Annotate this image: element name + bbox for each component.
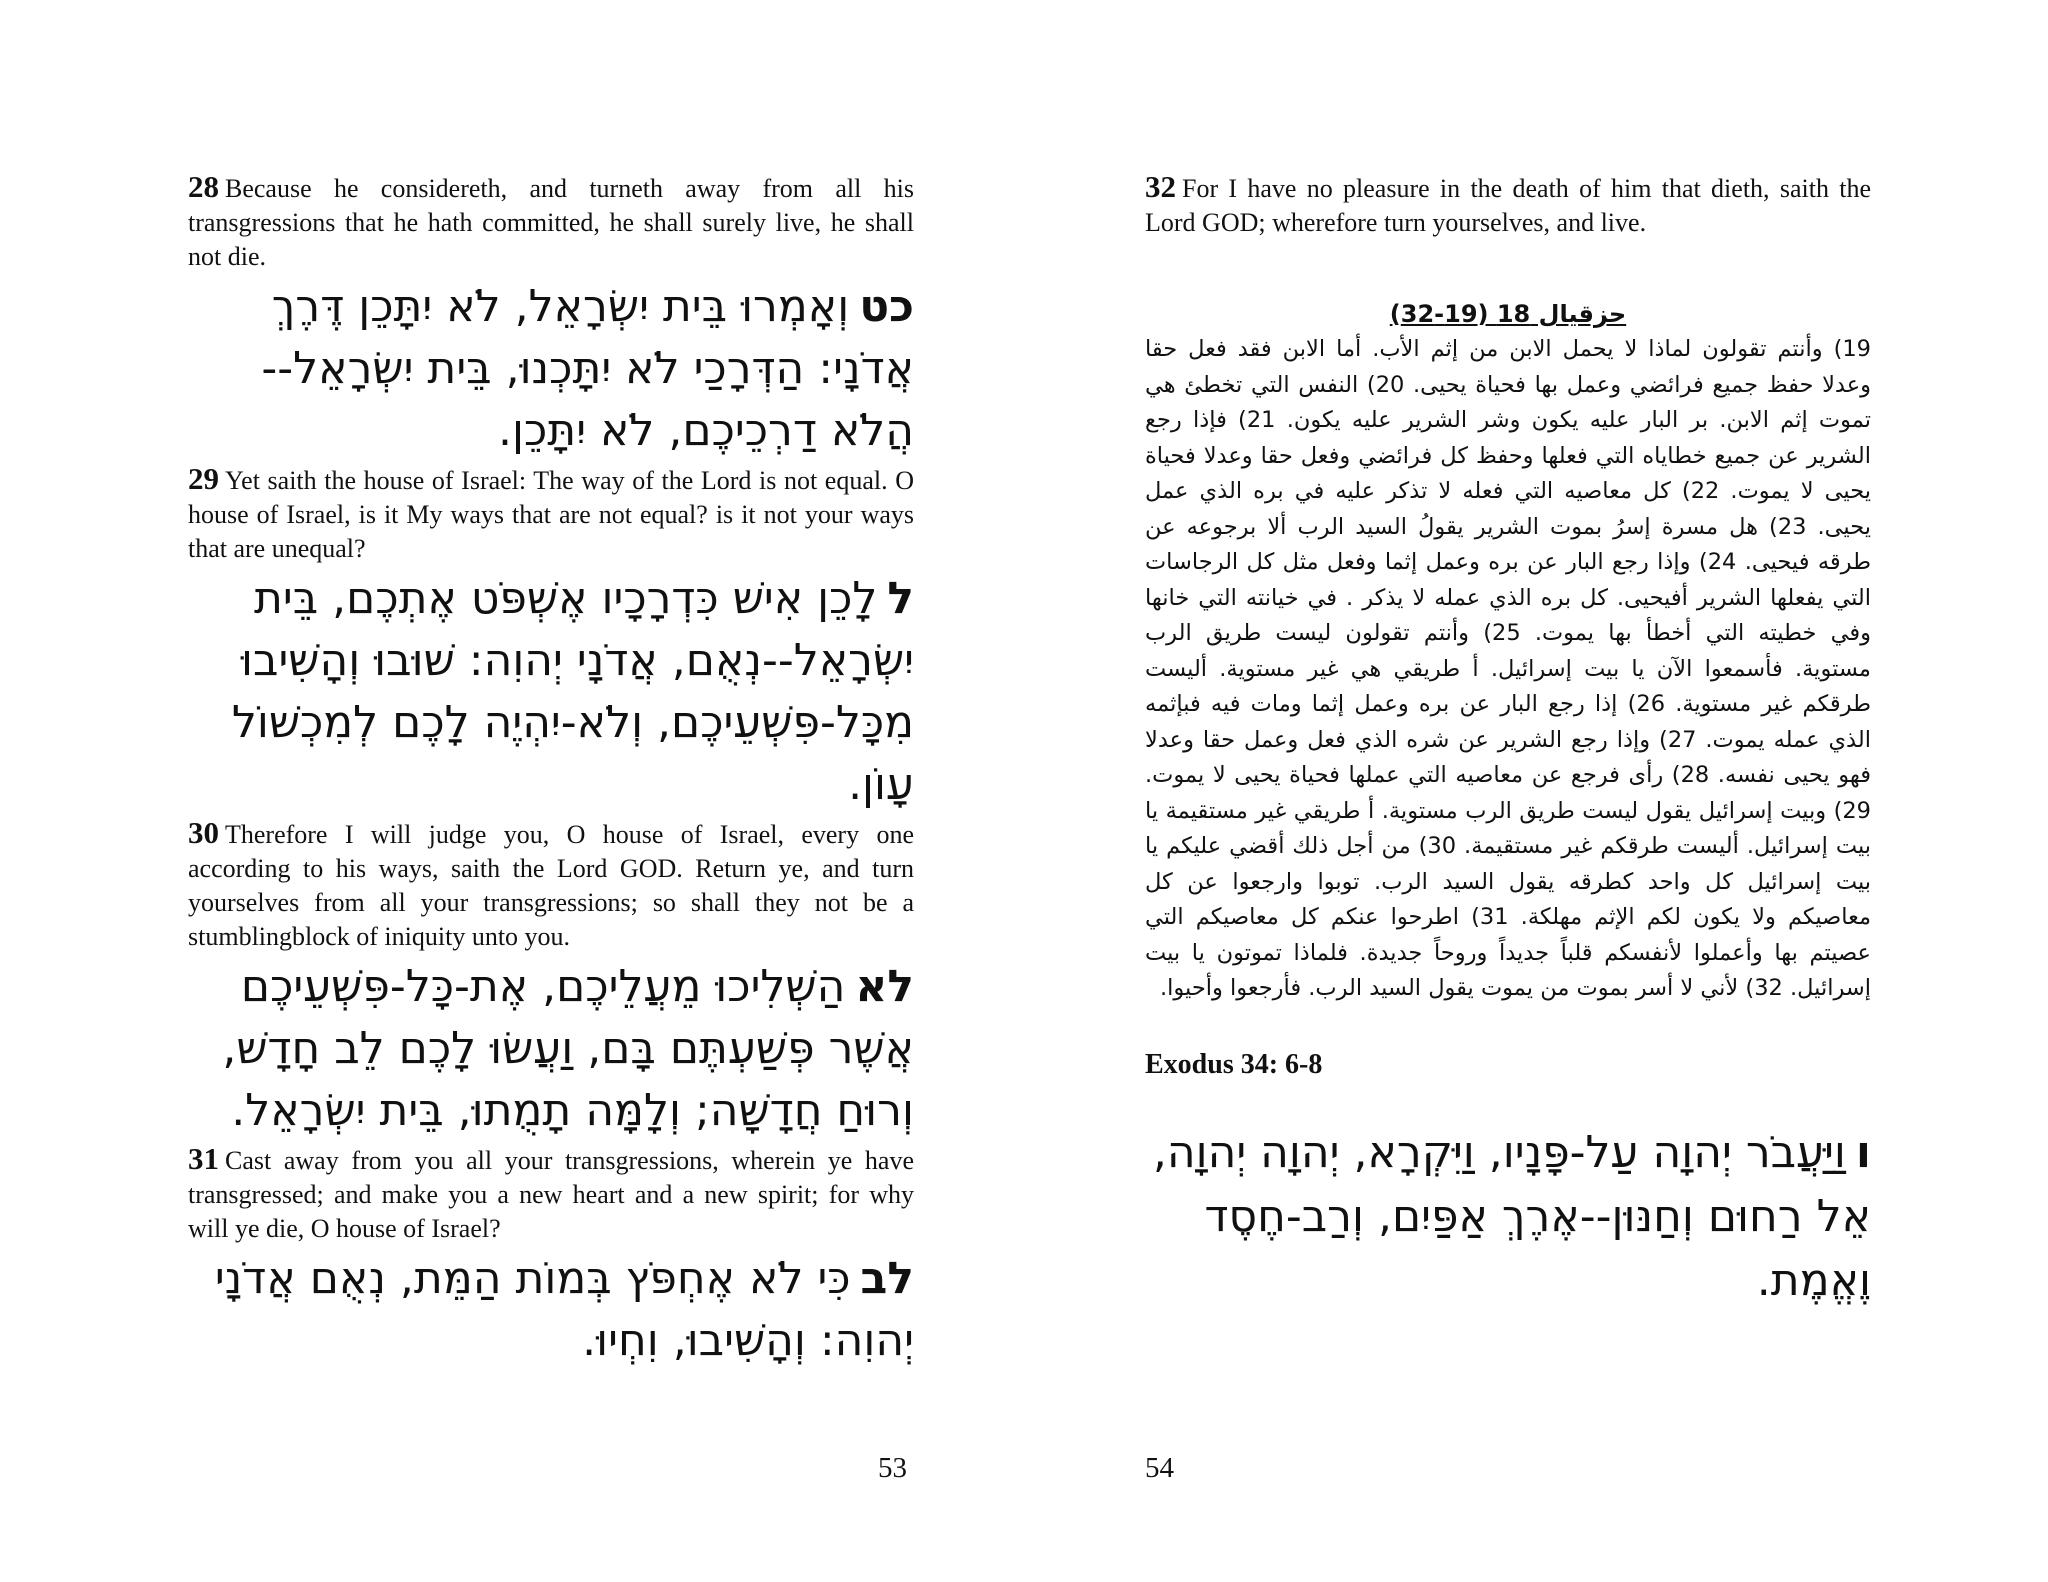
- hebrew-text: כִּי לֹא אֶחְפֹּץ בְּמוֹת הַמֵּת, נְאֻם אֲדֹנָי יְהוִה: וְהָשִׁיבוּ, וִחְיוּ.: [214, 1253, 914, 1366]
- page-number: 53: [878, 1452, 907, 1484]
- right-column: [1145, 170, 1871, 1313]
- verse-31-hebrew: [188, 956, 914, 1142]
- hebrew-verse-number: ו: [1855, 1126, 1871, 1178]
- verse-text: Yet saith the house of Israel: The way of the Lord is not equal. O house of Israel, is it My ways that are not equal? is it not your ways that are unequal?: [188, 466, 914, 563]
- verse-number: 28: [188, 169, 219, 204]
- verse-31-english: [188, 1142, 914, 1246]
- exodus-hebrew: [1145, 1121, 1871, 1313]
- arabic-passage: 19) وأنتم تقولون لماذا لا يحمل الابن من إثم الأب. أما الابن فقد فعل حقا وعدلا حفظ جميع فرائضي وعمل بها فحياة يحيى. 20) النفس التي تخطئ هي تموت إثم الابن. بر البار عليه يكون وشر الشرير عليه يكون. 21) فإذا رجع الشرير عن جميع خطاياه التي فعلها وحفظ كل فرائضي وفعل حقا وعدلا فحياة يحيى لا يموت. 22) كل معاصيه التي فعله لا تذكر عليه في بره الذي عمل يحيى. 23) هل مسرة إسرُ بموت الشرير يقولُ السيد الرب ألا برجوعه عن طرقه فيحيى. 24) وإذا رجع البار عن بره وعمل إثما وفعل مثل كل الرجاسات التي يفعلها الشرير أفيحيى. كل بره الذي عمله لا يذكر . في خيانته التي خانها وفي خطيته التي أخطأ بها يموت. 25) وأنتم تقولون ليست طريق الرب مستوية. فأسمعوا الآن يا بيت إسرائيل. أ طريقي هي غير مستوية. أليست طرقكم غير مستوية. 26) إذا رجع البار عن بره وعمل إثما ومات فيه فبإثمه الذي عمله يموت. 27) وإذا رجع الشرير عن شره الذي فعل وعمل حقا وعدلا فهو يحيى نفسه. 28) رأى فرجع عن معاصيه التي عملها فحياة يحيى لا يموت. 29) وبيت إسرائيل يقول ليست طريق الرب مستوية. أ طريقي غير مستقيمة يا بيت إسرائيل. أليست طرقكم غير مستقيمة. 30) من أجل ذلك أقضي عليكم يا بيت إسرائيل كل واحد كطرقه يقول السيد الرب. توبوا وارجعوا عن كل معاصيكم ولا يكون لكم الإثم مهلكة. 31) اطرحوا عنكم كل معاصيكم التي عصيتم بها وأعملوا لأنفسكم قلباً جديداً وروحاً جديدة. فلماذا تموتون يا بيت إسرائيل. 32) لأني لا أسر بموت من يموت يقول السيد الرب. فأرجعوا وأحيوا.: [1145, 336, 1872, 1001]
- hebrew-verse-number: ל: [887, 573, 914, 624]
- arabic-section-title: حزقيال 18 (19-32): [1389, 300, 1627, 328]
- verse-32-hebrew: [188, 1248, 914, 1372]
- verse-text: For I have no pleasure in the death of him that dieth, saith the Lord GOD; wherefore turn yourselves, and live.: [1145, 174, 1871, 237]
- page-number: 54: [1145, 1452, 1174, 1484]
- verse-29-hebrew: [188, 276, 914, 462]
- hebrew-text: וַיַּעֲבֹר יְהוָה עַל-פָּנָיו, וַיִּקְרָא, יְהוָה יְהוָה, אֵל רַחוּם וְחַנּוּן--אֶרֶךְ אַפַּיִם, וְרַב-חֶסֶד וֶאֱמֶת.: [1152, 1126, 1871, 1306]
- hebrew-verse-number: כט: [859, 281, 914, 332]
- hebrew-verse-number: לא: [855, 961, 914, 1012]
- hebrew-verse-number: לב: [860, 1253, 914, 1304]
- verse-text: Therefore I will judge you, O house of Israel, every one according to his ways, saith the Lord GOD. Return ye, and turn yourselves from all your transgressions; so shall they not be a stumblingblock of iniquity unto you.: [188, 820, 914, 951]
- verse-32-english: [1145, 170, 1871, 240]
- verse-number: 32: [1145, 169, 1176, 204]
- verse-number: 30: [188, 815, 219, 850]
- verse-28-english: [188, 170, 914, 274]
- verse-text: Cast away from you all your transgressions, wherein ye have transgressed; and make you a new heart and a new spirit; for why will ye die, O house of Israel?: [188, 1146, 914, 1243]
- verse-29-english: [188, 462, 914, 566]
- verse-text: Because he considereth, and turneth away from all his transgressions that he hath committed, he shall surely live, he shall not die.: [188, 174, 914, 271]
- hebrew-text: וְאָמְרוּ בֵּית יִשְׂרָאֵל, לֹא יִתָּכֵן דֶּרֶךְ אֲדֹנָי: הַדְּרָכַי לֹא יִתָּכְנוּ, בֵּית יִשְׂרָאֵל-- הֲלֹא דַרְכֵיכֶם, לֹא יִתָּכֵן.: [261, 281, 914, 456]
- verse-number: 31: [188, 1141, 219, 1176]
- exodus-reference: Exodus 34: 6-8: [1145, 1048, 1323, 1080]
- hebrew-text: לָכֵן אִישׁ כִּדְרָכָיו אֶשְׁפֹּט אֶתְכֶם, בֵּית יִשְׂרָאֵל--נְאֻם, אֲדֹנָי יְהוִה: שׁוּבוּ וְהָשִׁיבוּ מִכָּל-פִּשְׁעֵיכֶם, וְלֹא-יִהְיֶה לָכֶם לְמִכְשׁוֹל עָוֹן.: [231, 573, 914, 810]
- hebrew-text: הַשְׁלִיכוּ מֵעֲלֵיכֶם, אֶת-כָּל-פִּשְׁעֵיכֶם אֲשֶׁר פְּשַׁעְתֶּם בָּם, וַעֲשׂוּ לָכֶם לֵב חָדָשׁ, וְרוּחַ חֲדָשָׁה; וְלָמָּה תָמֻתוּ, בֵּית יִשְׂרָאֵל.: [222, 961, 914, 1136]
- verse-number: 29: [188, 461, 219, 496]
- verse-30-english: [188, 816, 914, 954]
- left-column: [188, 170, 914, 1372]
- right-page: [1024, 0, 2048, 1582]
- verse-30-hebrew: [188, 568, 914, 816]
